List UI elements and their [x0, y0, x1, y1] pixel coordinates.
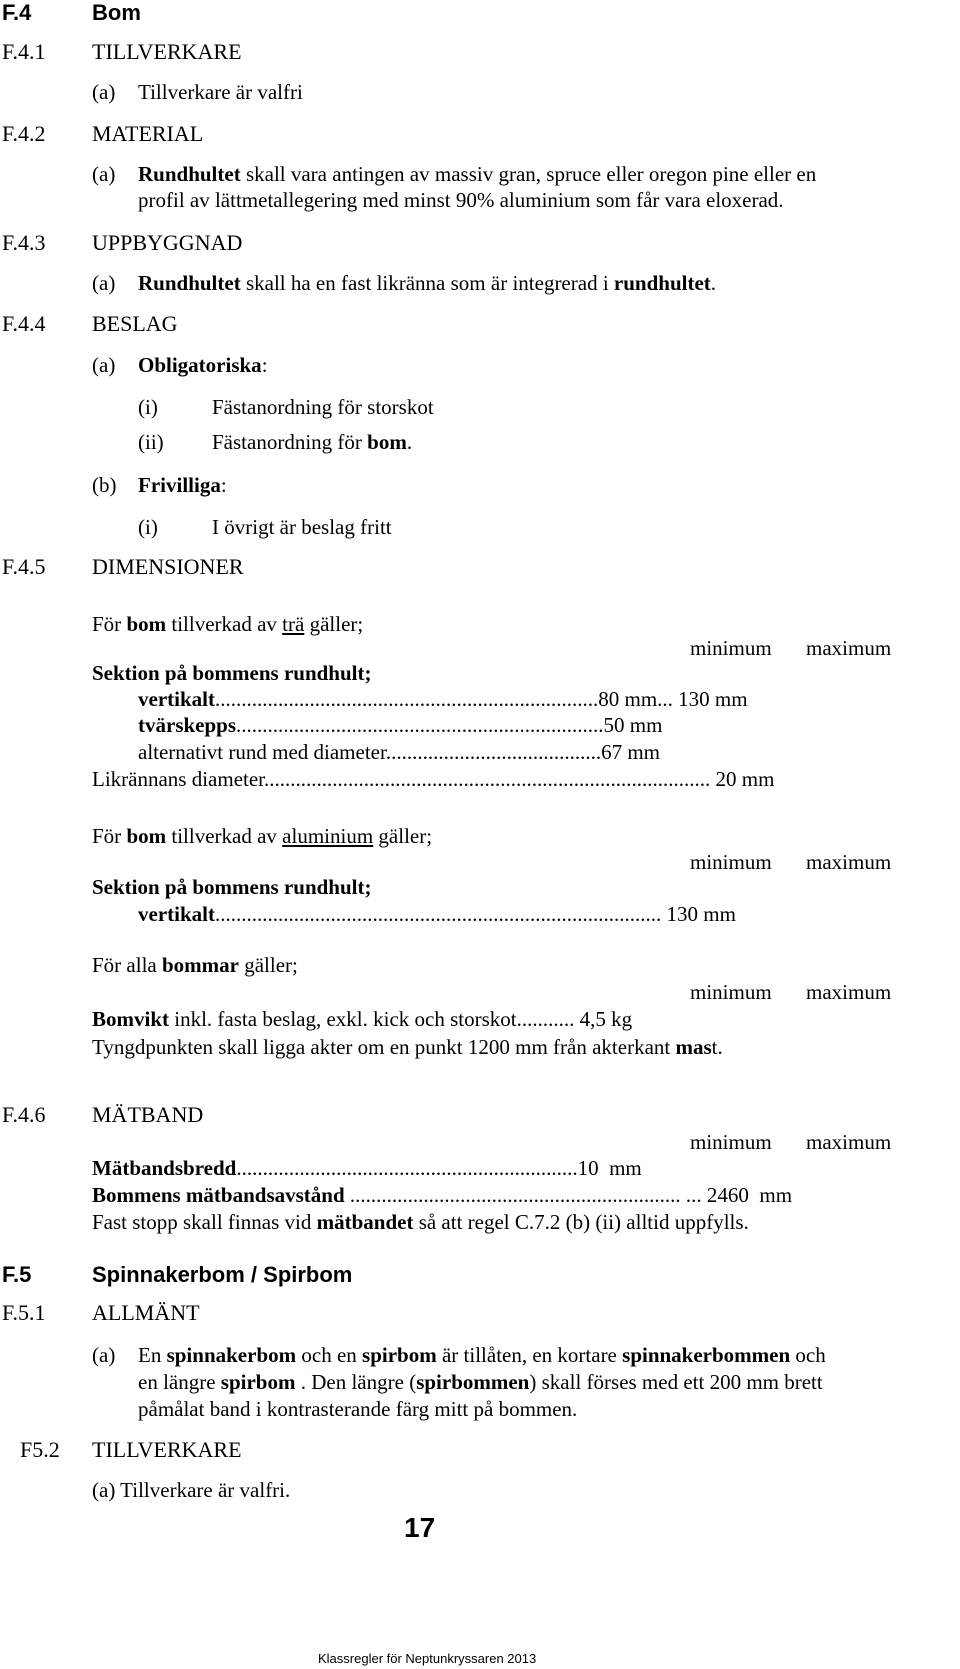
subsection-title: MATERIAL — [92, 121, 204, 146]
subsection-title: MÄTBAND — [92, 1102, 204, 1127]
footer-caption: Klassregler för Neptunkryssaren 2013 — [318, 1651, 537, 1666]
term-bold: Rundhultet — [138, 162, 241, 186]
minimum-header: minimum — [690, 1130, 772, 1154]
dim-leader: ... — [657, 687, 673, 711]
dim-leader: ......................................... — [385, 740, 602, 764]
item-text: Tillverkare är valfri — [138, 80, 303, 104]
term-bold: spirbommen — [416, 1370, 530, 1394]
item-text: En — [138, 1343, 162, 1367]
dim-leader: ........... — [516, 1007, 575, 1031]
page-number: 17 — [404, 1512, 436, 1543]
item-text — [138, 355, 268, 376]
wood-intro — [92, 614, 363, 635]
subsection-number: F.5.1 — [2, 1300, 46, 1325]
item-text-3: påmålat band i kontrasterande färg mitt på bommen. — [138, 1397, 578, 1421]
dim-row-matbandsbredd — [92, 1158, 642, 1179]
minimum-header: minimum — [690, 850, 772, 874]
dim-max: 2460 mm — [706, 1183, 793, 1207]
item-marker: (a) — [92, 80, 116, 104]
subsection-number: F5.2 — [20, 1437, 60, 1462]
item-marker: (b) — [92, 473, 117, 497]
item-text: ) skall förses med ett 200 mm brett — [529, 1370, 823, 1394]
item-marker: (a) — [92, 353, 116, 377]
dim-label: Bomvikt — [92, 1007, 170, 1031]
intro-text: För — [92, 612, 122, 636]
rule-text: Fast stopp skall finnas vid — [92, 1210, 312, 1234]
subsection-title: BESLAG — [92, 311, 178, 336]
dim-max: 130 mm — [666, 902, 736, 926]
dim-leader: ................................................................. — [236, 1156, 578, 1180]
dim-min: 4,5 kg — [579, 1007, 633, 1031]
dim-leader: ...... — [629, 902, 662, 926]
dim-leader: ... — [685, 1183, 702, 1207]
intro-text: gäller; — [244, 953, 298, 977]
subsection-title: TILLVERKARE — [92, 1437, 242, 1462]
dim-row-alu-vertikalt — [138, 904, 736, 925]
term-bold: Obligatoriska — [138, 353, 262, 377]
section-title: Bom — [92, 0, 141, 25]
dim-label: tvärskepps — [138, 713, 237, 737]
dim-row-matbandsavstand — [92, 1185, 792, 1206]
subsection-number: F.4.4 — [2, 311, 46, 336]
term-underline: aluminium — [282, 824, 374, 848]
term-bold: rundhultet — [613, 271, 711, 295]
dim-max: 130 mm — [678, 687, 748, 711]
item-text: är tillåten, en kortare — [441, 1343, 617, 1367]
colon: : — [261, 353, 268, 377]
colon: : — [220, 473, 227, 497]
term-underline: trä — [282, 612, 305, 636]
dim-leader: ............................................................................... — [214, 902, 630, 926]
dim-row-tvarskepps — [138, 715, 662, 736]
minimum-header: minimum — [690, 636, 772, 660]
term-bold: mätbandet — [316, 1210, 414, 1234]
term-bold: Frivilliga — [138, 473, 221, 497]
maximum-header: maximum — [806, 636, 892, 660]
dim-leader: ............................................................................... — [264, 767, 679, 791]
subsection-number: F.4.1 — [2, 39, 46, 64]
intro-text: För alla — [92, 953, 157, 977]
minimum-header: minimum — [690, 980, 772, 1004]
subsection-title: ALLMÄNT — [92, 1300, 200, 1325]
dim-min: 80 mm — [598, 687, 658, 711]
section-number: F.5 — [2, 1262, 32, 1287]
rule-text: Tyngdpunkten skall ligga akter om en punkt 1200 mm från akterkant — [92, 1035, 671, 1059]
dim-leader: ............................................................... — [349, 1183, 681, 1207]
dim-leader: ...................................................................... — [236, 713, 604, 737]
intro-text: gäller; — [309, 612, 364, 636]
item-marker: (a) — [92, 271, 116, 295]
subitem-text-end: . — [406, 430, 413, 454]
term-bold: spirbom — [220, 1370, 296, 1394]
maximum-header: maximum — [806, 850, 892, 874]
dim-label: vertikalt — [138, 687, 215, 711]
term-bold: bom — [126, 612, 167, 636]
subitem-marker: (i) — [138, 515, 158, 539]
term-bold: bom — [126, 824, 167, 848]
item-text-1 — [138, 1345, 826, 1366]
item-text-body: skall ha en fast likränna som är integrerad i — [245, 271, 609, 295]
term-bold: spirbom — [362, 1343, 437, 1367]
intro-text: För — [92, 824, 122, 848]
dim-label: Bommens mätbandsavstånd — [92, 1183, 345, 1207]
subsection-number: F.4.6 — [2, 1102, 46, 1127]
item-text: (a) Tillverkare är valfri. — [92, 1478, 291, 1502]
subitem-text-body: Fästanordning för — [212, 430, 362, 454]
subsection-title: DIMENSIONER — [92, 554, 244, 579]
term-bold: bommar — [161, 953, 239, 977]
term-bold: spinnakerbom — [166, 1343, 297, 1367]
maximum-header: maximum — [806, 1130, 892, 1154]
rule-text: så att regel C.7.2 (b) (ii) alltid uppfylls. — [418, 1210, 749, 1234]
item-text — [138, 273, 716, 294]
all-intro — [92, 955, 298, 976]
subitem-marker: (i) — [138, 395, 158, 419]
dim-row-vertikalt — [138, 689, 748, 710]
subsection-number: F.4.2 — [2, 121, 46, 146]
cog-rule — [92, 1037, 723, 1058]
item-marker: (a) — [92, 162, 116, 186]
dim-leader: ......................................................................... — [214, 687, 599, 711]
dim-max: 20 mm — [715, 767, 775, 791]
item-text: och en — [301, 1343, 357, 1367]
dim-label: vertikalt — [138, 902, 215, 926]
intro-text: gäller; — [378, 824, 433, 848]
item-text-2 — [138, 1372, 823, 1393]
subsection-number: F.4.5 — [2, 554, 46, 579]
term-bold: spinnakerbommen — [622, 1343, 791, 1367]
item-text — [138, 475, 227, 496]
term-bold: bom — [367, 430, 407, 454]
dim-row-bomvikt — [92, 1009, 632, 1030]
term-bold: Rundhultet — [138, 271, 241, 295]
item-text: . Den längre ( — [300, 1370, 417, 1394]
item-text-end: . — [710, 271, 717, 295]
intro-text: tillverkad av — [171, 824, 277, 848]
subitem-text — [212, 432, 412, 453]
dim-min: 10 mm — [577, 1156, 642, 1180]
stop-rule — [92, 1212, 749, 1233]
item-text: och — [795, 1343, 826, 1367]
dim-label: alternativt rund med diameter — [138, 740, 386, 764]
subitem-text: I övrigt är beslag fritt — [212, 515, 392, 539]
term-bold: mas — [675, 1035, 712, 1059]
subsection-number: F.4.3 — [2, 230, 46, 255]
section-label: Sektion på bommens rundhult; — [92, 661, 372, 685]
maximum-header: maximum — [806, 980, 892, 1004]
item-text-1: skall vara antingen av massiv gran, spruce eller oregon pine eller en — [245, 162, 817, 186]
section-title: Spinnakerbom / Spirbom — [92, 1262, 353, 1287]
subsection-title: TILLVERKARE — [92, 39, 242, 64]
subsection-title: UPPBYGGNAD — [92, 230, 243, 255]
subitem-text: Fästanordning för storskot — [212, 395, 434, 419]
dim-row-likranna — [92, 769, 774, 790]
dim-row-alternativt — [138, 742, 660, 763]
dim-label-text: inkl. fasta beslag, exkl. kick och storskot — [174, 1007, 517, 1031]
dim-label: Likrännans diameter — [92, 767, 265, 791]
dim-label: Mätbandsbredd — [92, 1156, 237, 1180]
subitem-marker: (ii) — [138, 430, 164, 454]
section-label: Sektion på bommens rundhult; — [92, 875, 372, 899]
dim-min: 67 mm — [601, 740, 660, 764]
item-text-2: profil av lättmetallegering med minst 90% aluminium som får vara eloxerad. — [138, 188, 784, 212]
item-marker: (a) — [92, 1343, 116, 1367]
item-text: en längre — [138, 1370, 216, 1394]
rule-text-end: t. — [711, 1035, 723, 1059]
section-number: F.4 — [2, 0, 32, 25]
dim-min: 50 mm — [603, 713, 663, 737]
alu-intro — [92, 826, 432, 847]
dim-leader: ...... — [678, 767, 711, 791]
intro-text: tillverkad av — [171, 612, 277, 636]
item-text — [138, 164, 816, 185]
